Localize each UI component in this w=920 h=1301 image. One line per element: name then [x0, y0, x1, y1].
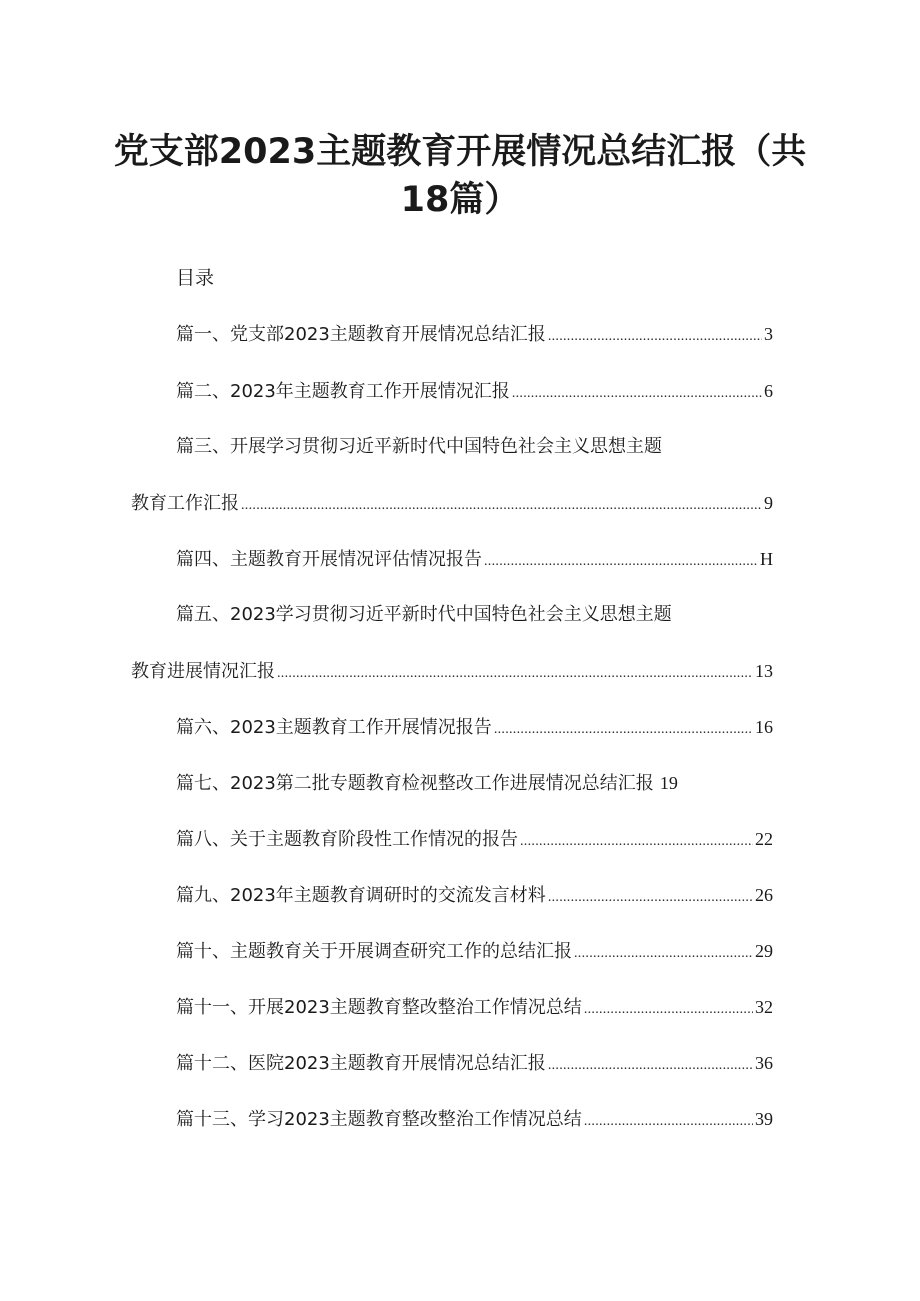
toc-entry-title: 篇十一、开展2023主题教育整改整治工作情况总结: [176, 997, 582, 1018]
toc-entry[interactable]: [176, 712, 773, 742]
toc-entry-page: 22: [755, 829, 773, 849]
toc-entry-page: 26: [755, 885, 773, 905]
toc-entry[interactable]: [176, 936, 773, 966]
toc-entry-title: 篇七、2023第二批专题教育检视整改工作进展情况总结汇报: [176, 773, 654, 794]
toc-leader-dots: [277, 659, 753, 686]
document-title-line1: 党支部2023主题教育开展情况总结汇报（共: [113, 132, 807, 172]
toc-entry[interactable]: [176, 376, 773, 406]
toc-leader-dots: [512, 379, 762, 406]
toc-entry-title: 篇二、2023年主题教育工作开展情况汇报: [176, 381, 510, 402]
toc-entry-page: 32: [755, 997, 773, 1017]
toc-leader-dots: [574, 939, 753, 966]
toc-entry-page: H: [760, 549, 773, 569]
toc-entry-page: 13: [755, 661, 773, 681]
toc-entry-title: 教育进展情况汇报: [131, 661, 275, 682]
toc-entry-title: 篇十二、医院2023主题教育开展情况总结汇报: [176, 1053, 546, 1074]
toc-entry-wrap-line[interactable]: [176, 600, 773, 630]
document-title-line2: 18篇）: [400, 180, 520, 220]
toc-entry[interactable]: [131, 656, 773, 686]
toc-entry[interactable]: [176, 544, 773, 574]
toc-entry[interactable]: [176, 824, 773, 854]
toc-entry-title: 教育工作汇报: [131, 493, 239, 514]
toc-entry-title: 篇八、关于主题教育阶段性工作情况的报告: [176, 829, 518, 850]
toc-leader-dots: [520, 827, 753, 854]
toc-entry-title: 篇十三、学习2023主题教育整改整治工作情况总结: [176, 1109, 582, 1130]
toc-leader-dots: [584, 1107, 753, 1134]
toc-entry-page: 36: [755, 1053, 773, 1073]
toc-leader-dots: [548, 322, 762, 349]
toc-entry-page: 6: [764, 381, 773, 401]
toc-entry[interactable]: [176, 768, 773, 798]
toc-entry-page: 3: [764, 324, 773, 344]
toc-entry[interactable]: [176, 319, 773, 349]
toc-entry[interactable]: [176, 1104, 773, 1134]
toc-entry-title: 篇三、开展学习贯彻习近平新时代中国特色社会主义思想主题: [176, 436, 662, 457]
toc-entry[interactable]: [176, 992, 773, 1022]
toc-entry-page: 9: [764, 493, 773, 513]
toc-leader-dots: [548, 883, 753, 910]
toc-leader-dots: [484, 547, 758, 574]
toc-entry-page: 29: [755, 941, 773, 961]
toc-leader-dots: [548, 1051, 753, 1078]
toc-leader-dots: [241, 491, 762, 518]
toc-entry-page: 39: [755, 1109, 773, 1129]
toc-entry[interactable]: [131, 488, 773, 518]
toc-entry-title: 篇一、党支部2023主题教育开展情况总结汇报: [176, 324, 546, 345]
toc-entry-page: 16: [755, 717, 773, 737]
toc-entry-page: 19: [659, 773, 678, 793]
toc-entry-title: 篇六、2023主题教育工作开展情况报告: [176, 717, 492, 738]
toc-leader-dots: [584, 995, 753, 1022]
toc-heading: 目录: [176, 267, 215, 289]
toc-entry[interactable]: [176, 1048, 773, 1078]
toc-entry[interactable]: [176, 880, 773, 910]
toc-entry-title: 篇九、2023年主题教育调研时的交流发言材料: [176, 885, 546, 906]
toc-entry-wrap-line[interactable]: [176, 432, 773, 462]
toc-entry-title: 篇四、主题教育开展情况评估情况报告: [176, 549, 482, 570]
toc-entry-title: 篇十、主题教育关于开展调查研究工作的总结汇报: [176, 941, 572, 962]
toc-entry-title: 篇五、2023学习贯彻习近平新时代中国特色社会主义思想主题: [176, 604, 672, 625]
toc-leader-dots: [494, 715, 753, 742]
